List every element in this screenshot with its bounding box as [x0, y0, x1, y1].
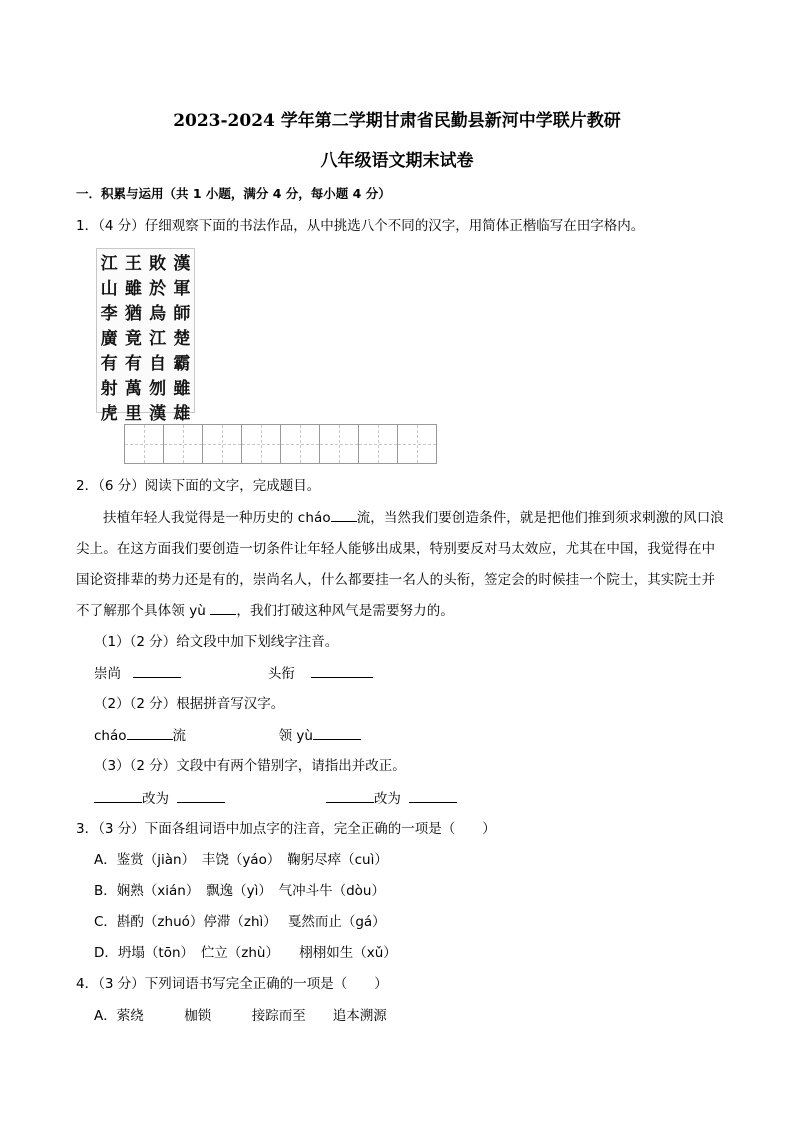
- calligraphy-char: 竟: [124, 329, 142, 349]
- tianzi-cell[interactable]: [320, 425, 359, 463]
- question-2-passage: [76, 503, 726, 627]
- passage-part-3: ，我们打破这种风气是需要努力的。: [236, 603, 454, 619]
- calligraphy-char: 刎: [149, 379, 167, 399]
- sub-question-2-answers: [94, 725, 361, 746]
- question-3-option-d: D．坍塌（tōn） 伫立（zhù） 栩栩如生（xǔ）: [94, 945, 397, 961]
- question-1: 1．（4 分）仔细观察下面的书法作品，从中挑选八个不同的汉字，用简体正楷临写在田字格内。: [76, 218, 645, 234]
- sub-question-1: （1）（2 分）给文段中加下划线字注音。: [94, 634, 339, 650]
- calligraphy-char: 雖: [173, 379, 191, 399]
- answer-blank[interactable]: [326, 788, 374, 803]
- passage-part-1: 扶植年轻人我觉得是一种历史的 cháo: [103, 510, 331, 526]
- calligraphy-char: 有: [124, 354, 142, 374]
- exam-title-line1: 2023-2024 学年第二学期甘肃省民勤县新河中学联片教研: [173, 111, 621, 131]
- section-heading: 一．积累与运用（共 1 小题，满分 4 分，每小题 4 分）: [76, 186, 391, 201]
- tianzi-cell[interactable]: [398, 425, 436, 463]
- answer-blank[interactable]: [94, 788, 142, 803]
- calligraphy-char: 江: [100, 254, 118, 274]
- calligraphy-char: 有: [100, 354, 118, 374]
- word-chongshang: 崇尚: [94, 666, 121, 682]
- calligraphy-char: 霸: [173, 354, 191, 374]
- calligraphy-char: 烏: [149, 304, 167, 324]
- pinyin-chao: cháo: [94, 728, 127, 744]
- calligraphy-char: 軍: [173, 279, 191, 299]
- calligraphy-char: 漢: [173, 254, 191, 274]
- answer-blank[interactable]: [127, 725, 173, 740]
- calligraphy-char: 於: [149, 279, 167, 299]
- calligraphy-char: 江: [149, 329, 167, 349]
- calligraphy-char: 射: [100, 379, 118, 399]
- question-3-option-b: B．娴熟（xián） 飘逸（yì） 气冲斗牛（dòu）: [94, 883, 385, 899]
- question-2: 2．（6 分）阅读下面的文字，完成题目。: [76, 478, 321, 494]
- question-4: 4．（3 分）下列词语书写完全正确的一项是（ ）: [76, 976, 388, 992]
- answer-blank[interactable]: [210, 600, 236, 615]
- calligraphy-char: 廣: [100, 329, 118, 349]
- answer-blank[interactable]: [133, 663, 181, 678]
- sub-question-3-answers: [94, 788, 457, 809]
- tianzi-cell[interactable]: [164, 425, 203, 463]
- tianzi-cell[interactable]: [242, 425, 281, 463]
- answer-blank[interactable]: [313, 725, 361, 740]
- calligraphy-char: 自: [149, 354, 167, 374]
- calligraphy-char: 漢: [149, 404, 167, 424]
- answer-blank[interactable]: [177, 788, 225, 803]
- pinyin-yu: 领 yù: [278, 728, 313, 744]
- calligraphy-characters: [97, 249, 194, 424]
- calligraphy-char: 虎: [100, 404, 118, 424]
- calligraphy-char: 李: [100, 304, 118, 324]
- tianzi-cell[interactable]: [203, 425, 242, 463]
- passage-part-2: 流，当然我们要创造条件，就是把他们推到须求剌激的风口浪尖上。在这方面我们要创造一切条件让年轻人能够出成果，特别要反对马太效应，尤其在中国，我觉得在中国论资排辈的势力还是有的，崇尚名人，什么都要挂一名人的头衔，签定会的时候挂一个院士，其实院士并不了解那个具体领 yù: [76, 510, 724, 619]
- correct-to-label: 改为: [373, 791, 401, 807]
- calligraphy-char: 猶: [124, 304, 142, 324]
- exam-title-line2: 八年级语文期末试卷: [320, 151, 474, 171]
- calligraphy-image: [96, 248, 195, 424]
- answer-blank[interactable]: [331, 507, 357, 522]
- sub-question-2: （2）（2 分）根据拼音写汉字。: [94, 696, 285, 712]
- correct-to-label: 改为: [142, 791, 169, 807]
- calligraphy-char: 楚: [173, 329, 191, 349]
- calligraphy-char: 萬: [124, 379, 142, 399]
- calligraphy-char: 師: [173, 304, 191, 324]
- char-liu: 流: [172, 728, 187, 744]
- tianzi-cell[interactable]: [281, 425, 320, 463]
- answer-blank[interactable]: [409, 788, 457, 803]
- question-4-option-a: A．萦绕 枷锁 接踪而至 追本溯源: [94, 1008, 387, 1024]
- calligraphy-char: 雄: [173, 404, 191, 424]
- calligraphy-char: 雖: [124, 279, 142, 299]
- answer-blank[interactable]: [311, 663, 373, 678]
- calligraphy-char: 山: [100, 279, 118, 299]
- word-touxian: 头衔: [267, 666, 295, 682]
- calligraphy-char: 王: [124, 254, 142, 274]
- calligraphy-char: 敗: [149, 254, 167, 274]
- sub-question-1-answers: [94, 663, 373, 684]
- sub-question-3: （3）（2 分）文段中有两个错别字，请指出并改正。: [94, 758, 406, 774]
- question-3-option-c: C．斟酌（zhuó）停滞（zhì） 戛然而止（gá）: [94, 914, 386, 930]
- tianzi-grid[interactable]: [124, 424, 437, 464]
- tianzi-cell[interactable]: [125, 425, 164, 463]
- tianzi-cell[interactable]: [359, 425, 398, 463]
- calligraphy-char: 里: [124, 404, 142, 424]
- question-3-option-a: A．鉴赏（jiàn） 丰饶（yáo） 鞠躬尽瘁（cuì）: [94, 852, 388, 868]
- question-3: 3．（3 分）下面各组词语中加点字的注音，完全正确的一项是（ ）: [76, 821, 496, 837]
